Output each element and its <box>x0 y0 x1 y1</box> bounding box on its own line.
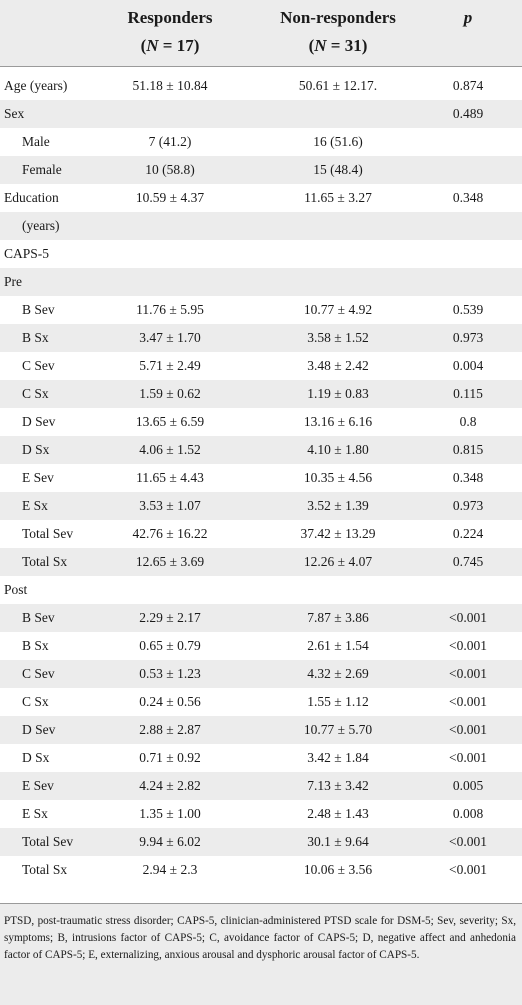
responders-value: 0.65 ± 0.79 <box>139 638 201 653</box>
p-value: 0.489 <box>452 106 484 121</box>
table-row <box>0 184 522 212</box>
table-row <box>0 772 522 800</box>
row-label: Age (years) <box>4 78 68 93</box>
responders-value <box>90 240 250 268</box>
row-label: D Sev <box>22 414 56 429</box>
row-label: B Sx <box>22 330 49 345</box>
non-responders-value: 10.35 ± 4.56 <box>303 470 373 485</box>
non-responders-value: 3.42 ± 1.84 <box>307 750 369 765</box>
responders-value: 0.53 ± 1.23 <box>139 666 201 681</box>
p-value: 0.745 <box>452 554 484 569</box>
non-responders-value: 3.52 ± 1.39 <box>307 498 369 513</box>
row-label: D Sx <box>22 750 50 765</box>
responders-value: 42.76 ± 16.22 <box>132 526 208 541</box>
non-responders-value: 16 (51.6) <box>313 134 363 149</box>
row-label: (years) <box>22 218 60 233</box>
table-row <box>0 408 522 436</box>
non-responders-value: 11.65 ± 3.27 <box>304 190 372 205</box>
non-responders-value: 7.87 ± 3.86 <box>307 610 369 625</box>
responders-value: 51.18 ± 10.84 <box>132 78 208 93</box>
non-responders-value: 3.58 ± 1.52 <box>307 330 369 345</box>
p-value: <0.001 <box>449 750 487 765</box>
p-value <box>420 212 516 240</box>
responders-value: 2.94 ± 2.3 <box>142 862 198 877</box>
responders-value: 10 (58.8) <box>145 162 195 177</box>
table-row <box>0 828 522 856</box>
table-row <box>0 436 522 464</box>
non-responders-value <box>258 240 418 268</box>
p-value: <0.001 <box>449 638 487 653</box>
responders-value: 3.47 ± 1.70 <box>139 330 201 345</box>
p-value: 0.973 <box>452 498 484 513</box>
responders-value: 0.71 ± 0.92 <box>139 750 201 765</box>
table-row <box>0 72 522 100</box>
responders-value: 1.35 ± 1.00 <box>139 806 201 821</box>
p-value: 0.539 <box>452 302 484 317</box>
p-value <box>420 268 516 296</box>
row-label: Female <box>22 162 62 177</box>
p-value: <0.001 <box>449 722 487 737</box>
header-p-label: p <box>463 8 473 27</box>
responders-value <box>90 576 250 604</box>
header-non-responders-n: (N = 31) <box>308 36 368 55</box>
row-label: Total Sev <box>22 834 74 849</box>
responders-value: 11.76 ± 5.95 <box>136 302 204 317</box>
non-responders-value <box>258 212 418 240</box>
table-row <box>0 268 522 296</box>
row-label: B Sx <box>22 638 49 653</box>
table-row <box>0 296 522 324</box>
p-value: 0.224 <box>452 526 484 541</box>
table-header <box>0 0 522 66</box>
p-value: <0.001 <box>449 694 487 709</box>
responders-value: 5.71 ± 2.49 <box>139 358 201 373</box>
row-label: B Sev <box>22 610 55 625</box>
header-non-responders-name: Non-responders <box>280 8 396 27</box>
p-value: 0.004 <box>452 358 484 373</box>
responders-value: 0.24 ± 0.56 <box>139 694 201 709</box>
responders-value <box>90 100 250 128</box>
p-value <box>420 156 516 184</box>
non-responders-value: 15 (48.4) <box>313 162 363 177</box>
responders-value: 12.65 ± 3.69 <box>135 554 205 569</box>
row-label: E Sev <box>22 470 54 485</box>
non-responders-value: 1.55 ± 1.12 <box>307 694 369 709</box>
header-responders-n: (N = 17) <box>140 36 200 55</box>
non-responders-value: 10.77 ± 4.92 <box>303 302 373 317</box>
table-row <box>0 856 522 884</box>
table-row <box>0 548 522 576</box>
non-responders-value: 13.16 ± 6.16 <box>303 414 373 429</box>
table-row <box>0 380 522 408</box>
responders-value <box>90 268 250 296</box>
responders-value: 2.88 ± 2.87 <box>139 722 201 737</box>
non-responders-value: 12.26 ± 4.07 <box>303 554 373 569</box>
non-responders-value: 7.13 ± 3.42 <box>307 778 369 793</box>
table-row <box>0 576 522 604</box>
row-label: Total Sx <box>22 554 68 569</box>
non-responders-value: 1.19 ± 0.83 <box>307 386 369 401</box>
table-row <box>0 604 522 632</box>
row-label: D Sx <box>22 442 50 457</box>
non-responders-value <box>258 576 418 604</box>
table-row <box>0 128 522 156</box>
p-value: 0.005 <box>452 778 484 793</box>
row-label: D Sev <box>22 722 56 737</box>
non-responders-value: 30.1 ± 9.64 <box>307 834 369 849</box>
p-value: <0.001 <box>449 610 487 625</box>
p-value <box>420 576 516 604</box>
non-responders-value: 37.42 ± 13.29 <box>300 526 376 541</box>
table-row <box>0 520 522 548</box>
responders-value: 3.53 ± 1.07 <box>139 498 201 513</box>
row-label: Pre <box>4 274 22 289</box>
responders-value: 4.06 ± 1.52 <box>139 442 201 457</box>
responders-value: 4.24 ± 2.82 <box>139 778 201 793</box>
row-label: C Sev <box>22 666 55 681</box>
responders-value: 11.65 ± 4.43 <box>136 470 204 485</box>
non-responders-value <box>258 100 418 128</box>
table-row <box>0 492 522 520</box>
responders-value: 2.29 ± 2.17 <box>139 610 201 625</box>
p-value: 0.115 <box>453 386 483 401</box>
responders-value <box>90 212 250 240</box>
row-label: Sex <box>4 106 25 121</box>
p-value: <0.001 <box>449 862 487 877</box>
row-label: C Sx <box>22 386 49 401</box>
row-label: Total Sx <box>22 862 68 877</box>
row-label: Education <box>4 190 59 205</box>
row-label: E Sx <box>22 806 48 821</box>
header-responders <box>90 4 250 60</box>
table-row <box>0 352 522 380</box>
non-responders-value: 4.32 ± 2.69 <box>307 666 369 681</box>
p-value: 0.8 <box>459 414 477 429</box>
p-value: <0.001 <box>449 666 487 681</box>
table-row <box>0 324 522 352</box>
table-row <box>0 156 522 184</box>
p-value: 0.874 <box>452 78 484 93</box>
table-row <box>0 688 522 716</box>
footnote-text: PTSD, post-traumatic stress disorder; CAPS-5, clinician-administered PTSD scale for DSM-5; Sev, severity; Sx, symptoms; B, intrusions factor of CAPS-5; C, avoidance factor of CAPS-5; D, negative affect and anhedonia factor of CAPS-5; E, externalizing, anxious arousal and dysphoric arousal factor of CAPS-5. <box>4 915 516 961</box>
non-responders-value: 2.48 ± 1.43 <box>307 806 369 821</box>
responders-value: 7 (41.2) <box>148 134 192 149</box>
non-responders-value: 50.61 ± 12.17. <box>298 78 378 93</box>
responders-value: 9.94 ± 6.02 <box>139 834 201 849</box>
p-value: <0.001 <box>449 834 487 849</box>
non-responders-value: 3.48 ± 2.42 <box>307 358 369 373</box>
responders-value: 1.59 ± 0.62 <box>139 386 201 401</box>
row-label: E Sx <box>22 498 48 513</box>
table-row <box>0 212 522 240</box>
header-responders-name: Responders <box>127 8 213 27</box>
table-row <box>0 744 522 772</box>
row-label: Male <box>22 134 50 149</box>
table-row <box>0 632 522 660</box>
row-label: E Sev <box>22 778 54 793</box>
row-label: CAPS-5 <box>4 246 50 261</box>
non-responders-value <box>258 268 418 296</box>
header-p <box>420 4 516 32</box>
p-value: 0.008 <box>452 806 484 821</box>
non-responders-value: 2.61 ± 1.54 <box>307 638 369 653</box>
row-label: C Sev <box>22 358 55 373</box>
table-row <box>0 800 522 828</box>
row-label: Post <box>4 582 28 597</box>
p-value: 0.348 <box>452 190 484 205</box>
table-row <box>0 240 522 268</box>
non-responders-value: 10.77 ± 5.70 <box>303 722 373 737</box>
responders-value: 10.59 ± 4.37 <box>135 190 205 205</box>
p-value: 0.815 <box>452 442 484 457</box>
table-row <box>0 716 522 744</box>
p-value <box>420 240 516 268</box>
table-footnote <box>0 904 522 1005</box>
non-responders-value: 4.10 ± 1.80 <box>307 442 369 457</box>
p-value <box>420 128 516 156</box>
table-row <box>0 464 522 492</box>
header-non-responders <box>228 4 448 60</box>
table-row <box>0 660 522 688</box>
responders-value: 13.65 ± 6.59 <box>135 414 205 429</box>
header-rule <box>0 66 522 67</box>
non-responders-value: 10.06 ± 3.56 <box>303 862 373 877</box>
p-value: 0.973 <box>452 330 484 345</box>
table-row <box>0 100 522 128</box>
row-label: B Sev <box>22 302 55 317</box>
row-label: Total Sev <box>22 526 74 541</box>
row-label: C Sx <box>22 694 49 709</box>
p-value: 0.348 <box>452 470 484 485</box>
